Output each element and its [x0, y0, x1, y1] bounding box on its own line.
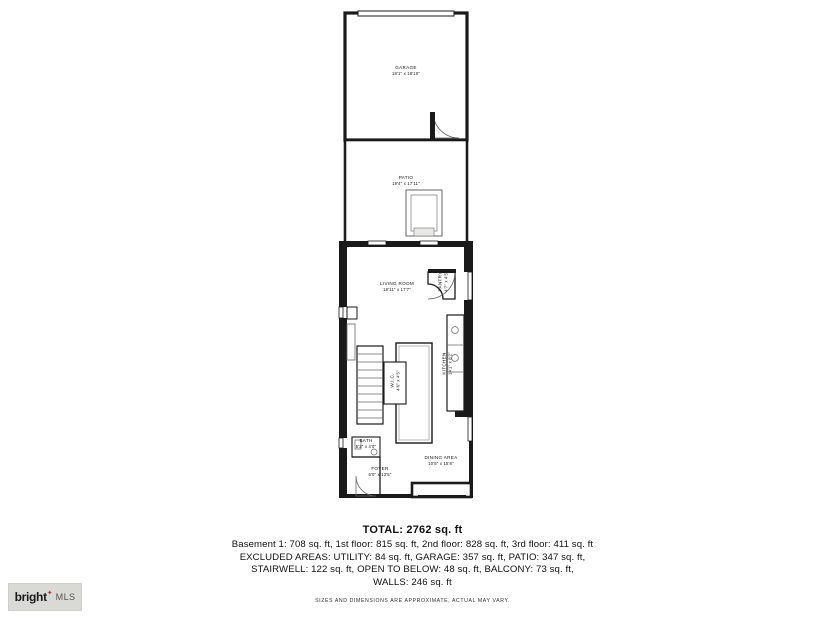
room-name: PATIO [398, 175, 414, 180]
room-name: PANTRY [437, 271, 443, 292]
room-name: W.I.C. [389, 373, 395, 388]
room-name: DINING AREA [424, 455, 458, 460]
room-dims: 14'1" x 8'2" [447, 351, 453, 376]
room-name: LIVING ROOM [380, 281, 414, 286]
room-dims: 10'8" x 15'8" [428, 460, 454, 466]
room-dims: 4'7" x 4'5" [443, 271, 449, 292]
room-dims: 19'4" x 17'11" [392, 180, 420, 186]
area-summary [0, 524, 825, 590]
star-icon: ✦ [46, 590, 53, 597]
room-name: FOYER [371, 466, 389, 471]
total-area: TOTAL: 2762 sq. ft [362, 524, 463, 536]
room-dims: 4'6" x 4'5" [395, 370, 401, 391]
summary-line-floors: Basement 1: 708 sq. ft, 1st floor: 815 sq. ft, 2nd floor: 828 sq. ft, 3rd floor: 411 sq. ft [231, 539, 594, 550]
room-dims: 5'2" x 4'0" [355, 443, 377, 449]
room-dims: 18'11" x 17'7" [383, 286, 411, 292]
watermark-suffix: MLS [55, 592, 76, 602]
room-dims: 6'0" x 13'5" [368, 471, 392, 477]
room-dims: 18'1" x 18'10" [391, 70, 421, 76]
summary-line-excluded-1: EXCLUDED AREAS: UTILITY: 84 sq. ft, GARAGE: 357 sq. ft, PATIO: 347 sq. ft, [239, 551, 586, 563]
summary-line-excluded-2: STAIRWELL: 122 sq. ft, OPEN TO BELOW: 48 sq. ft, BALCONY: 73 sq. ft, [251, 564, 574, 576]
bright-mls-watermark [8, 583, 82, 611]
watermark-brand: bright [14, 590, 47, 604]
room-name: GARAGE [395, 65, 417, 70]
summary-line-walls: WALLS: 246 sq. ft [373, 576, 452, 588]
disclaimer-text: SIZES AND DIMENSIONS ARE APPROXIMATE, ACTUAL MAY VARY. [315, 598, 510, 604]
room-name: BATH [359, 438, 373, 443]
room-name: KITCHEN [441, 352, 447, 375]
